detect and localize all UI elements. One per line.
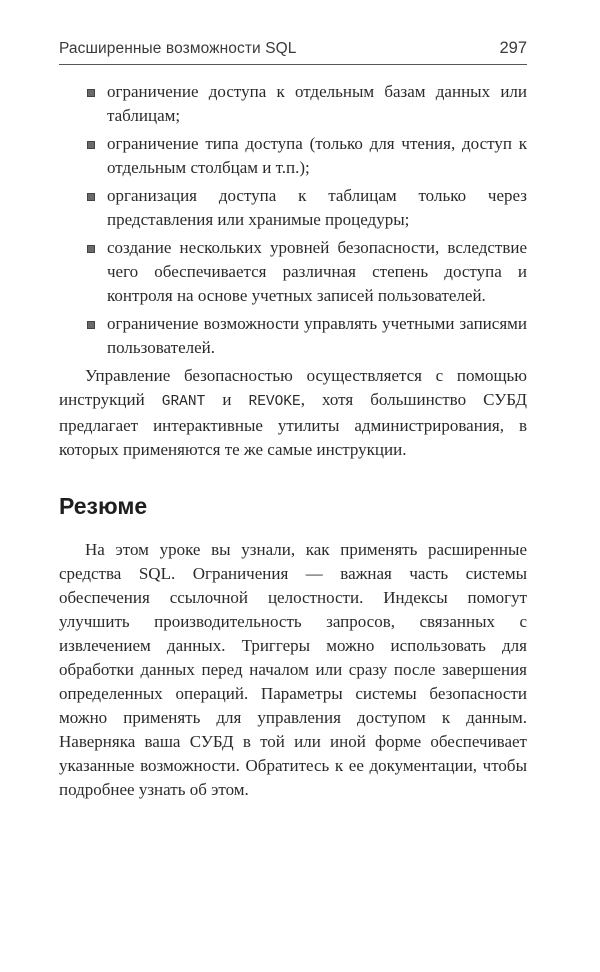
list-item <box>59 236 527 308</box>
header-title: Расширенные возможности SQL <box>59 40 297 57</box>
paragraph-text-start: Управление безопасностью осуществляется с помощью инструкций <box>59 366 527 409</box>
list-item-text: создание нескольких уровней безопасности, вследствие чего обеспечивается различная степень доступа и контроля на основе учетных записей пользователей. <box>107 238 527 305</box>
page-body <box>59 80 527 802</box>
list-item-text: ограничение возможности управлять учетными записями пользователей. <box>107 314 527 357</box>
revoke-keyword: REVOKE <box>248 394 301 410</box>
paragraph-text-conjunction: и <box>205 390 249 409</box>
list-item <box>59 312 527 360</box>
square-bullet-icon <box>87 193 95 201</box>
running-header <box>59 38 527 65</box>
summary-paragraph: На этом уроке вы узнали, как применять расширенные средства SQL. Ограничения — важная часть системы обеспечения ссылочной целостности. Индексы помогут улучшить производительность запросов, связанных с извлечением данных. Триггеры можно использовать для обработки данных перед началом или сразу после завершения определенных операций. Параметры системы безопасности можно применять для управления доступом к данным. Наверняка ваша СУБД в той или иной форме обеспечивает указанные возможности. Обратитесь к ее документации, чтобы подробнее узнать об этом. <box>59 540 527 799</box>
summary-heading: Резюме <box>59 493 148 519</box>
security-paragraph <box>59 364 527 462</box>
list-item-text: организация доступа к таблицам только через представления или хранимые процедуры; <box>107 186 527 229</box>
square-bullet-icon <box>87 245 95 253</box>
security-features-list <box>59 80 527 360</box>
square-bullet-icon <box>87 321 95 329</box>
list-item <box>59 132 527 180</box>
page-number: 297 <box>499 39 527 57</box>
square-bullet-icon <box>87 141 95 149</box>
square-bullet-icon <box>87 89 95 97</box>
paragraph-text-end: , хотя большинство СУБД предлагает интерактивные утилиты администрирования, в которых применяются те же самые инструкции. <box>59 390 527 459</box>
list-item <box>59 184 527 232</box>
list-item-text: ограничение доступа к отдельным базам данных или таблицам; <box>107 82 527 125</box>
list-item-text: ограничение типа доступа (только для чтения, доступ к отдельным столбцам и т.п.); <box>107 134 527 177</box>
grant-keyword: GRANT <box>161 394 206 410</box>
list-item <box>59 80 527 128</box>
